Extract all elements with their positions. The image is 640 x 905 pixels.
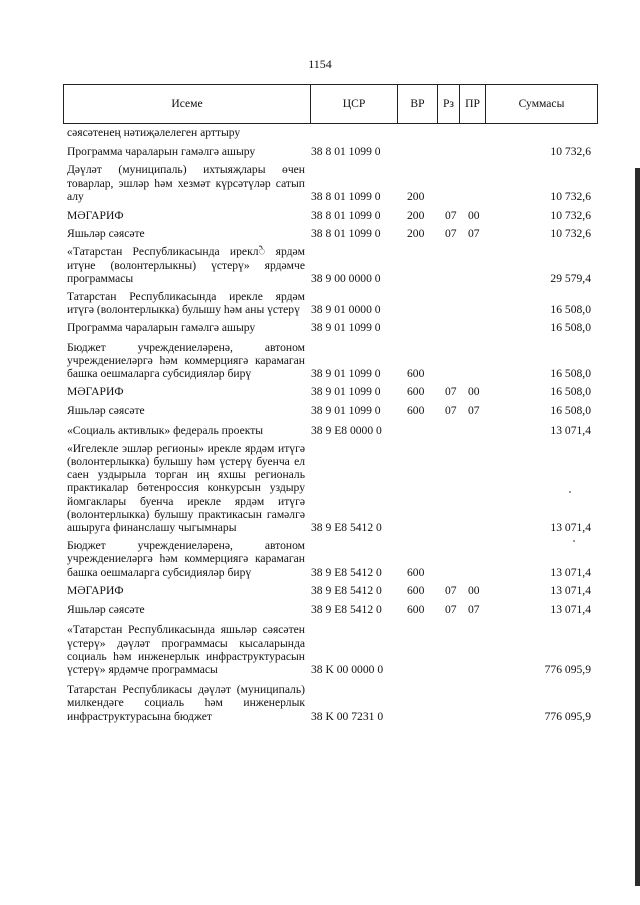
row-sum: 13 071,4 (550, 521, 591, 535)
row-name: Программа чараларын гамәлгә ашыру (67, 321, 256, 335)
row-sum: 16 508,0 (550, 367, 591, 381)
row-csr: 38 9 01 1099 0 (311, 321, 381, 335)
table-body (63, 123, 597, 723)
table-row (63, 385, 597, 398)
table-row (63, 539, 597, 579)
row-name: Татарстан Республикасы дәүләт (муниципаль) милкендәге социаль һәм инженерлык инфраструктурасына бюджет (67, 683, 305, 723)
table-row (63, 163, 597, 203)
row-sum: 13 071,4 (550, 565, 591, 579)
scan-speck (569, 491, 571, 493)
row-pr: 00 (468, 209, 480, 223)
table-row (63, 442, 597, 534)
table-header (63, 84, 598, 124)
row-csr: 38 9 01 1099 0 (311, 404, 381, 418)
row-csr: 38 K 00 7231 0 (311, 709, 384, 723)
row-name: «Татарстан Республикасында яшьләр сәясәтен үстерү» дәүләт программасы кысаларында социаль һәм инженерлык инфраструктурасын үстерү» ярдәмче программасы (67, 623, 305, 676)
row-rz: 07 (445, 227, 457, 241)
row-name: «Социаль активлык» федераль проекты (67, 423, 264, 437)
row-name: Бюджет учреждениеләренә, автоном учреждениеләргә һәм коммерциягә карамаган башка оешмаларга субсидияләр бирү (67, 539, 305, 579)
row-name: Яшьләр сәясәте (67, 603, 145, 617)
table-row (63, 341, 597, 381)
row-sum: 29 579,4 (550, 271, 591, 285)
row-csr: 38 9 E8 5412 0 (311, 603, 382, 617)
table-row (63, 245, 597, 285)
row-vr: 600 (407, 367, 425, 381)
table-row (63, 603, 597, 616)
row-csr: 38 8 01 1099 0 (311, 227, 381, 241)
row-csr: 38 8 01 1099 0 (311, 145, 381, 159)
row-csr: 38 9 E8 0000 0 (311, 423, 382, 437)
header-csr: ЦСР (311, 85, 398, 124)
row-sum: 776 095,9 (544, 709, 591, 723)
table-row (63, 424, 597, 437)
row-csr: 38 9 01 0000 0 (311, 303, 381, 317)
table-row (63, 290, 597, 316)
table-row (63, 683, 597, 723)
row-vr: 600 (407, 565, 425, 579)
row-name: Татарстан Республикасында ирекле ярдәм итүгә (волонтерлыкка) булышу һәм аны үстерү (67, 290, 305, 317)
row-csr: 38 8 01 1099 0 (311, 189, 381, 203)
row-vr: 600 (407, 404, 425, 418)
row-sum: 10 732,6 (550, 189, 591, 203)
table-row (63, 623, 597, 676)
row-sum: 13 071,4 (550, 603, 591, 617)
row-sum: 16 508,0 (550, 385, 591, 399)
table-row (63, 404, 597, 417)
row-name: Бюджет учреждениеләренә, автоном учреждениеләргә һәм коммерциягә карамаган башка оешмаларга субсидияләр бирү (67, 340, 305, 381)
row-name: Дәүләт (муниципаль) ихтыяҗлары өчен товарлар, эшләр һәм хезмәт күрсәтүләр сатып алу (67, 163, 305, 203)
row-rz: 07 (445, 603, 457, 617)
row-sum: 16 508,0 (550, 321, 591, 335)
row-csr: 38 K 00 0000 0 (311, 662, 384, 676)
table-row (63, 209, 597, 222)
row-rz: 07 (445, 583, 457, 597)
row-sum: 10 732,6 (550, 227, 591, 241)
table-row (63, 321, 597, 334)
row-vr: 600 (407, 583, 425, 597)
row-vr: 200 (407, 227, 425, 241)
row-name: Яшьләр сәясәте (67, 404, 145, 418)
header-pr: ПР (460, 85, 486, 124)
row-name: МӘГАРИФ (67, 209, 124, 223)
row-sum: 16 508,0 (550, 404, 591, 418)
row-pr: 07 (468, 227, 480, 241)
table-row (63, 126, 597, 139)
row-name: сәясәтенең нәтиҗәлелеген арттыру (67, 126, 241, 139)
header-rz: Рз (438, 85, 460, 124)
header-sum: Суммасы (486, 85, 598, 124)
row-rz: 07 (445, 404, 457, 418)
row-sum: 13 071,4 (550, 583, 591, 597)
row-name: МӘГАРИФ (67, 385, 124, 399)
table-row (63, 584, 597, 597)
row-name: МӘГАРИФ (67, 583, 124, 597)
page-number: 1154 (308, 57, 332, 71)
row-name: Яшьләр сәясәте (67, 227, 145, 241)
row-sum: 16 508,0 (550, 303, 591, 317)
row-csr: 38 8 01 1099 0 (311, 209, 381, 223)
row-csr: 38 9 E8 5412 0 (311, 521, 382, 535)
row-sum: 10 732,6 (550, 209, 591, 223)
row-csr: 38 9 E8 5412 0 (311, 583, 382, 597)
row-pr: 00 (468, 583, 480, 597)
row-csr: 38 9 00 0000 0 (311, 271, 381, 285)
table-row (63, 145, 597, 158)
row-csr: 38 9 01 1099 0 (311, 385, 381, 399)
row-pr: 07 (468, 404, 480, 418)
row-pr: 00 (468, 385, 480, 399)
row-vr: 600 (407, 603, 425, 617)
table-row (63, 227, 597, 240)
row-name: Программа чараларын гамәлгә ашыру (67, 145, 256, 159)
row-pr: 07 (468, 603, 480, 617)
scan-speck (573, 540, 575, 542)
row-name: «Игелекле эшләр регионы» ирекле ярдәм итүгә (волонтерлыкка) булышу һәм үстерү буенча ел саен уздырыла торган иң яхшы региональ практикалар бөтенроссия конкурсын уздыру йомгаклары буенча ирекле ярдәм итүгә (волонтерлыкка) булышу практикасын гамәлгә ашыруга финанслашу чыгымнары (67, 441, 305, 535)
row-rz: 07 (445, 385, 457, 399)
scan-edge (635, 168, 640, 886)
header-vr: ВР (398, 85, 438, 124)
row-rz: 07 (445, 209, 457, 223)
row-vr: 200 (407, 189, 425, 203)
row-sum: 13 071,4 (550, 423, 591, 437)
row-sum: 10 732,6 (550, 145, 591, 159)
row-name: «Татарстан Республикасында иреклे ярдәм итүне (волонтерлыкны) үстерү» ярдәмче программасы (67, 245, 305, 285)
row-vr: 600 (407, 385, 425, 399)
row-csr: 38 9 01 1099 0 (311, 367, 381, 381)
row-sum: 776 095,9 (544, 662, 591, 676)
row-vr: 200 (407, 209, 425, 223)
row-csr: 38 9 E8 5412 0 (311, 565, 382, 579)
header-name: Исеме (64, 85, 311, 124)
